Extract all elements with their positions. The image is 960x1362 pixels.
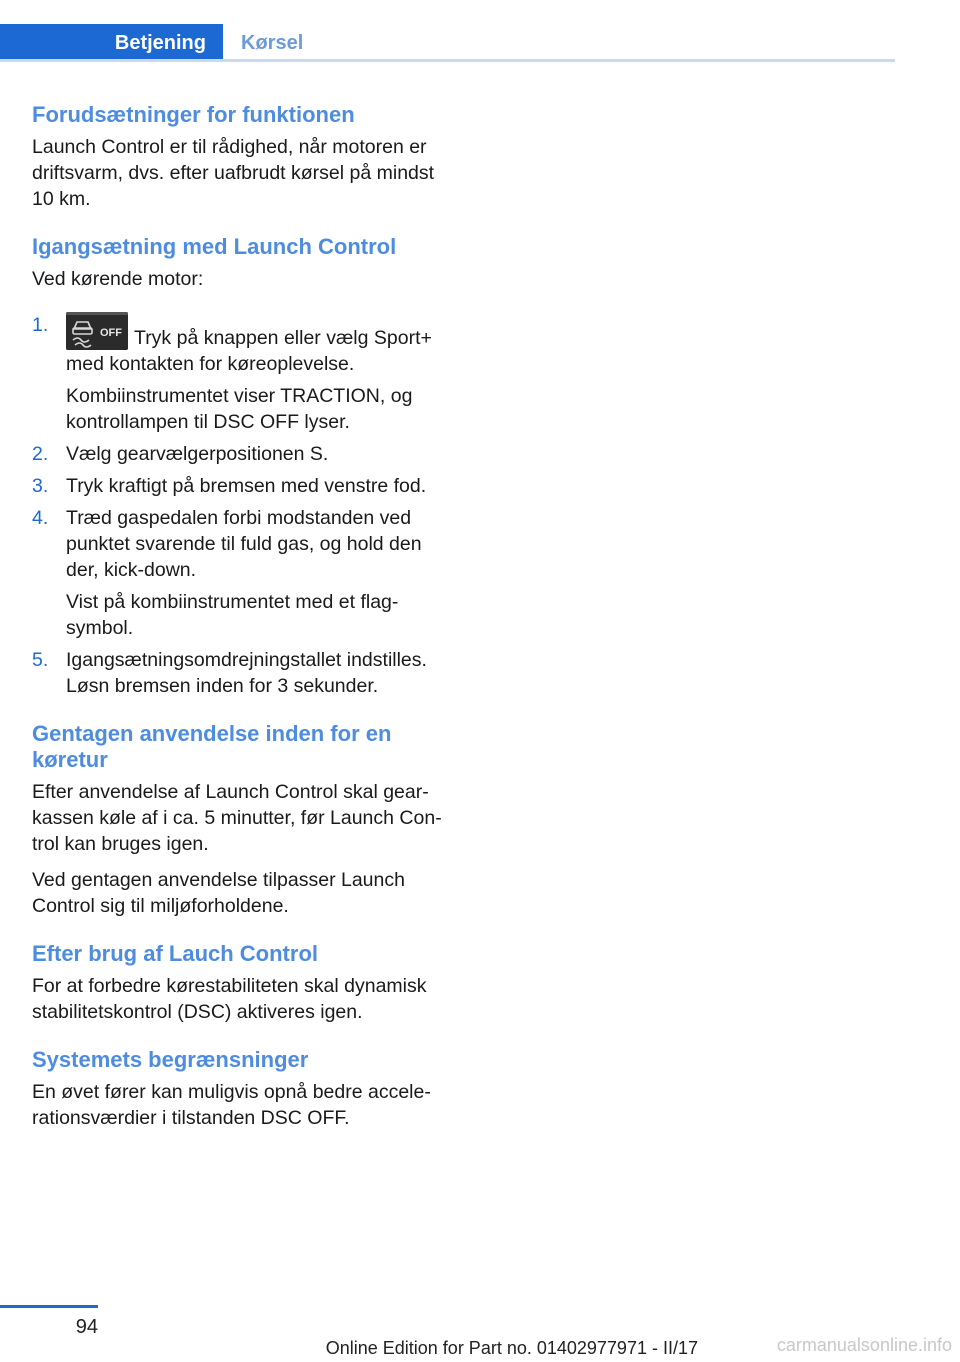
tab-betjening[interactable]: Betjening (0, 24, 223, 62)
step-text: Tryk på knappen eller vælg Sport+ med kontakten for køreoplevelse. (66, 327, 432, 375)
chapter-tabbar (0, 24, 895, 62)
step-note: Kombiinstrumentet viser TRACTION, og kontrollampen til DSC OFF lyser. (66, 385, 413, 433)
step-number: 4. (32, 507, 49, 529)
dsc-off-button-icon (66, 312, 128, 350)
step-number: 2. (32, 443, 49, 465)
heading-system-limits: Systemets begrænsninger (32, 1047, 309, 1072)
system-limits-text: En øvet fører kan muligvis opnå bedre accelerationsværdier i tilstanden DSC OFF. (32, 1081, 431, 1129)
repeated-use-text-2: Ved gentagen anvendelse tilpasser Launch Control sig til miljøforholdene. (32, 869, 405, 917)
step-number: 3. (32, 475, 49, 497)
step-text: Træd gaspedalen forbi modstanden ved punktet svarende til fuld gas, og hold den der, kick-down. (66, 507, 422, 581)
page-content (32, 102, 452, 1131)
step-text: Vælg gearvælgerpositionen S. (66, 443, 329, 465)
page-number: 94 (75, 1316, 98, 1338)
heading-prerequisites: Forudsætninger for funktionen (32, 102, 355, 127)
heading-launch-start: Igangsætning med Launch Control (32, 234, 397, 259)
tabbar-underline (0, 59, 895, 62)
step-text: Tryk kraftigt på bremsen med venstre fod. (66, 475, 427, 497)
step-note: Vist på kombiinstrumentet med et flagsymbol. (66, 591, 399, 639)
list-item (32, 312, 452, 435)
launch-steps-list (32, 312, 452, 699)
list-item (32, 505, 452, 641)
svg-text:OFF: OFF (100, 327, 122, 339)
footer-rule (0, 1305, 98, 1308)
heading-repeated-use: Gentagen anvendelse inden for en køretur (32, 721, 392, 772)
heading-after-use: Efter brug af Lauch Control (32, 941, 318, 966)
after-use-text: For at forbedre kørestabiliteten skal dynamisk stabilitetskontrol (DSC) aktiveres igen. (32, 975, 427, 1023)
launch-intro: Ved kørende motor: (32, 268, 204, 290)
edition-line: Online Edition for Part no. 01402977971 - II/17 (325, 1338, 698, 1358)
repeated-use-text-1: Efter anvendelse af Launch Control skal gearkassen køle af i ca. 5 minutter, før Launch Control kan bruges igen. (32, 781, 442, 855)
step-number: 1. (32, 314, 49, 336)
prerequisites-text: Launch Control er til rådighed, når motoren er driftsvarm, dvs. efter uafbrudt kørsel på mindst 10 km. (32, 136, 435, 210)
tab-korsel[interactable]: Kørsel (241, 32, 304, 54)
list-item (32, 473, 452, 499)
list-item (32, 647, 452, 699)
step-number: 5. (32, 649, 49, 671)
list-item (32, 441, 452, 467)
step-text: Igangsætningsomdrejningstallet indstilles. Løsn bremsen inden for 3 sekunder. (66, 649, 427, 697)
watermark: carmanualsonline.info (776, 1335, 952, 1355)
